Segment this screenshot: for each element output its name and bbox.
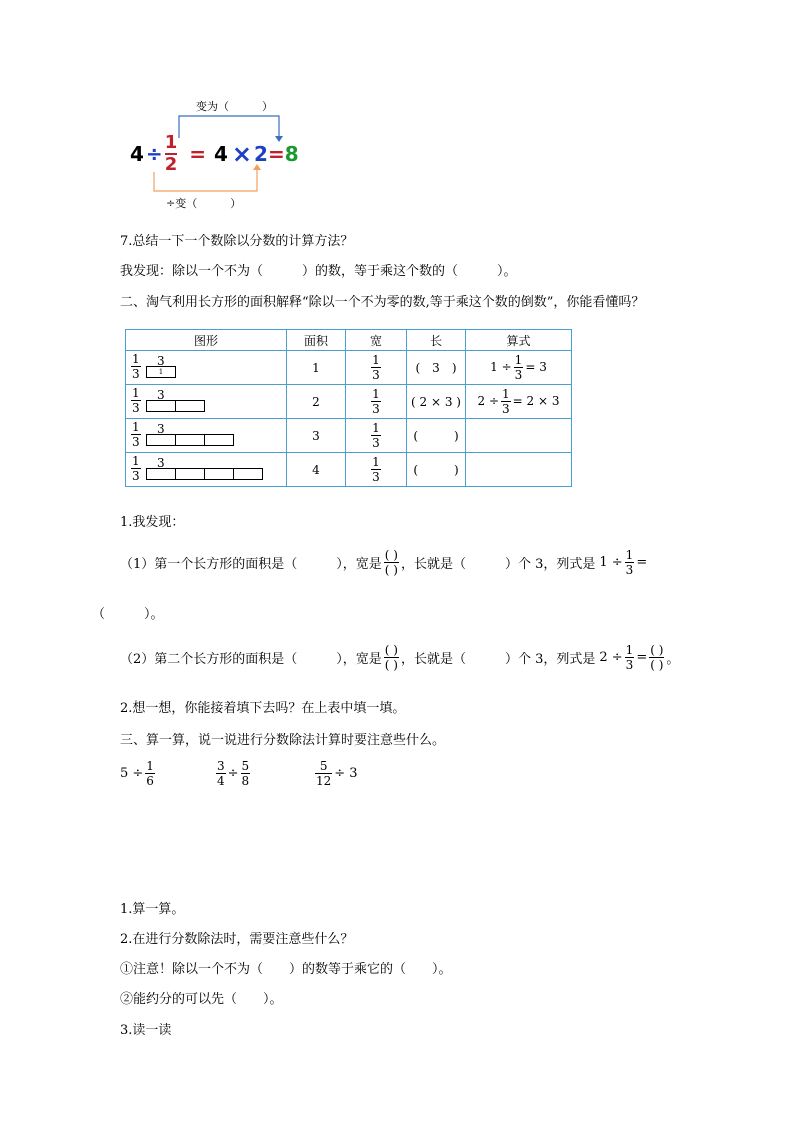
table-row (126, 419, 572, 453)
p1-text-b: ，长就是（ ）个 3，列式是 (400, 556, 596, 572)
expr-2-fraction-b: $\frac{5}{8}$ (241, 758, 250, 788)
bottom-label: ÷变（ ） (166, 197, 242, 210)
rect-boxes (147, 434, 234, 446)
p2-text-b: ，长就是（ ）个 3，列式是 (400, 651, 596, 667)
area-cell: 3 (287, 419, 346, 453)
expr-1: 5 ÷ $\frac{1}{6}$ (120, 758, 154, 788)
sec2-q2: 2.想一想，你能接着填下去吗？在上表中填一填。 (120, 701, 406, 716)
formula-cell[interactable] (466, 453, 572, 487)
sec3-s2a: ①注意！除以一个不为（ ）的数等于乘它的（ ）。 (120, 962, 452, 977)
p2-text-c: 2 ÷ (599, 649, 623, 665)
shape-fraction: 1 3 (132, 420, 140, 449)
rect-box (204, 434, 234, 446)
p1-text-e: = (636, 554, 648, 570)
width-cell: $\frac{1}{3}$ (346, 419, 407, 453)
area-cell: 4 (287, 453, 346, 487)
q7-title: 7.总结一下一个数除以分数的计算方法？ (120, 234, 354, 249)
shape-cell (126, 453, 287, 487)
length-cell[interactable]: ( 2 × 3 ) (407, 385, 466, 419)
sec3-s2b: ②能约分的可以先（ ）。 (120, 992, 283, 1007)
rect-boxes (147, 400, 205, 412)
expr-3-fraction: $\frac{5}{12}$ (316, 758, 332, 788)
rect-box (175, 400, 205, 412)
shape-fraction: 1 3 (132, 386, 140, 415)
sec3-title: 三、算一算，说一说进行分数除法计算时要注意些什么。 (120, 733, 446, 748)
p2-text-a: （2）第二个长方形的面积是（ ），宽是 (120, 651, 382, 667)
shape-three: 3 (157, 388, 165, 402)
p2-line (120, 636, 679, 678)
find-title: 1.我发现： (120, 515, 185, 530)
q7-line: 我发现：除以一个不为（ ）的数，等于乘这个数的（ ）。 (120, 264, 517, 279)
p2-text-e: = (636, 649, 648, 665)
eq-four-b: 4 (213, 142, 228, 166)
area-cell: 2 (287, 385, 346, 419)
formula-cell[interactable] (466, 419, 572, 453)
p1-text-c: 1 ÷ (599, 554, 623, 570)
area-cell: 1 (287, 351, 346, 385)
p2-result-blank[interactable]: $\frac{( )}{( )}$ (650, 642, 664, 672)
expr-2: $\frac{3}{4}$ ÷ $\frac{5}{8}$ (217, 758, 250, 788)
th-width: 宽 (346, 330, 407, 351)
p2-text-f: 。 (666, 651, 680, 667)
shape-cell (126, 385, 287, 419)
table-row (126, 385, 572, 419)
shape-cell (126, 419, 287, 453)
eq-den: 2 (164, 154, 178, 175)
width-cell: $\frac{1}{3}$ (346, 453, 407, 487)
eq-two: 2 (254, 142, 268, 166)
rect-box (146, 434, 176, 446)
expr-2-fraction-a: $\frac{3}{4}$ (217, 758, 225, 788)
rect-box (233, 468, 263, 480)
p2-width-blank[interactable]: $\frac{( )}{( )}$ (384, 642, 398, 672)
area-table (125, 329, 572, 487)
eq-four-a: 4 (130, 142, 144, 166)
rect-box (204, 468, 234, 480)
th-shape: 图形 (126, 330, 287, 351)
shape-three: 3 (157, 456, 165, 470)
shape-cell (126, 351, 287, 385)
rect-box (146, 400, 176, 412)
length-cell[interactable]: ( 3 ) (407, 351, 466, 385)
top-label: 变为（ ） (196, 100, 273, 113)
formula-cell[interactable]: 1 ÷ $\frac{1}{3}$ = 3 (466, 351, 572, 385)
eq-num: 1 (164, 132, 178, 153)
rect-boxes (147, 468, 263, 480)
eq-equals: = (189, 142, 206, 166)
rect-boxes (147, 366, 176, 378)
th-length: 长 (407, 330, 466, 351)
shape-three: 3 (157, 354, 165, 368)
eq-result: 8 (284, 142, 299, 166)
p1-text-a: （1）第一个长方形的面积是（ ），宽是 (120, 556, 382, 572)
eq-divide: ÷ (145, 142, 163, 166)
sec3-s3: 3.读一读 (120, 1023, 172, 1038)
expr-1-fraction: $\frac{1}{6}$ (146, 758, 154, 788)
shape-fraction: 1 3 (132, 454, 140, 483)
equation (130, 130, 299, 178)
sec2-title: 二、淘气利用长方形的面积解释“除以一个不为零的数,等于乘这个数的倒数”，你能看懂吗？ (120, 295, 645, 310)
shape-three: 3 (157, 422, 165, 436)
eq-times: × (231, 140, 253, 168)
width-cell: $\frac{1}{3}$ (346, 385, 407, 419)
th-area: 面积 (287, 330, 346, 351)
formula-cell[interactable]: 2 ÷ $\frac{1}{3}$ = 2 × 3 (466, 385, 572, 419)
table-row (126, 351, 572, 385)
p1-line (120, 541, 647, 583)
p1-blank-line[interactable]: （ ）。 (92, 607, 164, 622)
p1-width-blank[interactable]: $\frac{( )}{( )}$ (384, 547, 398, 577)
shape-fraction: 1 3 (132, 352, 140, 381)
length-cell[interactable]: ( ) (407, 453, 466, 487)
rect-box (146, 468, 176, 480)
sec3-s2: 2.在进行分数除法时，需要注意些什么？ (120, 932, 354, 947)
length-cell[interactable]: ( ) (407, 419, 466, 453)
rect-box: 1 (146, 366, 176, 378)
p1-fraction: $\frac{1}{3}$ (625, 547, 634, 577)
th-formula: 算式 (466, 330, 572, 351)
table-row (126, 453, 572, 487)
rect-box (175, 468, 205, 480)
rect-box (175, 434, 205, 446)
width-cell: $\frac{1}{3}$ (346, 351, 407, 385)
eq-fraction (165, 134, 178, 174)
expr-3: $\frac{5}{12}$ ÷ 3 (316, 758, 358, 788)
sec3-s1: 1.算一算。 (120, 902, 185, 917)
eq-equals-2: = (267, 142, 285, 166)
table-header-row (126, 330, 572, 351)
p2-fraction: $\frac{1}{3}$ (625, 642, 634, 672)
